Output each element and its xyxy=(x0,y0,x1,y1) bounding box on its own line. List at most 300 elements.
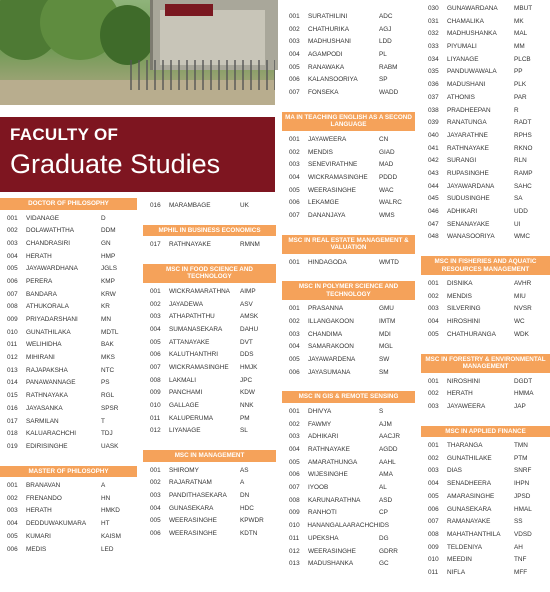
row-number: 004 xyxy=(150,504,161,512)
student-initials: DDM xyxy=(101,227,116,235)
roster-row xyxy=(282,87,415,100)
student-surname: AMARASINGHE xyxy=(447,492,495,500)
student-surname: SAMARAKOON xyxy=(308,343,354,351)
roster-row xyxy=(143,200,276,213)
student-surname: HERATH xyxy=(447,390,473,398)
row-number: 005 xyxy=(7,532,18,540)
roster-row xyxy=(282,62,415,75)
roster-row xyxy=(421,440,550,453)
student-initials: AMSK xyxy=(240,313,259,321)
student-surname: WELIHIDHA xyxy=(26,341,62,349)
roster-row xyxy=(282,134,415,147)
student-surname: GUNATHILAKE xyxy=(447,454,492,462)
roster-row xyxy=(282,210,415,223)
student-initials: NNK xyxy=(240,402,254,410)
row-number: 001 xyxy=(428,280,439,288)
student-initials: WC xyxy=(514,318,525,326)
roster-list xyxy=(282,257,415,270)
student-surname: JAYASANKA xyxy=(26,404,63,412)
student-surname: FAWMY xyxy=(308,420,332,428)
section-heading: MSC IN GIS & REMOTE SENSING xyxy=(282,391,415,403)
row-number: 001 xyxy=(150,466,161,474)
roster-row xyxy=(421,303,550,316)
student-initials: DG xyxy=(379,534,389,542)
student-initials: SP xyxy=(379,76,388,84)
row-number: 009 xyxy=(289,509,300,517)
student-surname: WEERASINGHE xyxy=(308,547,356,555)
student-initials: RAMP xyxy=(514,169,533,177)
student-surname: NIFLA xyxy=(447,568,466,576)
roster-row xyxy=(421,105,550,118)
student-initials: MFF xyxy=(514,568,528,576)
row-number: 006 xyxy=(289,76,300,84)
student-surname: PIYUMALI xyxy=(447,43,477,51)
student-surname: MAHATHANTHILA xyxy=(447,530,501,538)
section-heading: MSC IN POLYMER SCIENCE AND TECHNOLOGY xyxy=(282,281,415,300)
student-surname: SARMILAN xyxy=(26,417,59,425)
student-initials: HMKD xyxy=(101,507,120,515)
student-surname: HERATH xyxy=(26,252,52,260)
section-heading: MSC IN FISHERIES AND AQUATIC RESOURCES MANAGEMENT xyxy=(421,256,550,275)
roster-row xyxy=(0,314,137,327)
student-surname: GUNAWARDANA xyxy=(447,5,498,12)
roster-row xyxy=(143,465,276,478)
student-initials: AS xyxy=(240,466,249,474)
column-3 xyxy=(282,0,415,568)
student-initials: NVSR xyxy=(514,305,532,313)
roster-row xyxy=(0,505,137,518)
student-surname: GALLAGE xyxy=(169,402,199,410)
row-number: 016 xyxy=(150,202,161,209)
roster-row xyxy=(282,329,415,342)
student-surname: DEDDUWAKUMARA xyxy=(26,520,87,528)
row-number: 006 xyxy=(150,530,161,538)
student-surname: PRADHEEPAN xyxy=(447,106,491,114)
roster-row xyxy=(0,263,137,276)
row-number: 001 xyxy=(289,305,300,313)
student-surname: KUMARI xyxy=(26,532,51,540)
roster-row xyxy=(143,324,276,337)
student-initials: A xyxy=(101,482,106,490)
row-number: 004 xyxy=(289,173,300,181)
student-initials: AMA xyxy=(379,471,393,479)
student-surname: ILLANGAKOON xyxy=(308,318,354,325)
row-number: 012 xyxy=(7,354,18,362)
student-surname: JAYAWEERA xyxy=(308,135,347,143)
student-initials: AACJR xyxy=(379,433,400,441)
student-initials: DDS xyxy=(240,351,254,359)
student-surname: WICKRAMASINGHE xyxy=(308,173,368,181)
student-surname: KALUARACHCHI xyxy=(26,430,77,438)
student-surname: CHATHURANGA xyxy=(447,330,496,338)
roster-row xyxy=(421,117,550,130)
student-surname: MEDIS xyxy=(26,545,47,553)
roster-row xyxy=(0,238,137,251)
row-number: 031 xyxy=(428,17,439,25)
roster-row xyxy=(421,79,550,92)
student-initials: PTM xyxy=(514,454,528,462)
student-initials: PDDD xyxy=(379,173,398,181)
roster-row xyxy=(0,251,137,264)
row-number: 007 xyxy=(289,484,300,492)
roster-list xyxy=(143,200,276,213)
student-surname: SURATHILINI xyxy=(308,13,348,20)
roster-row xyxy=(143,503,276,516)
student-initials: UASK xyxy=(101,442,119,450)
row-number: 005 xyxy=(428,330,439,338)
student-surname: SENEVIRATHNE xyxy=(308,161,358,169)
student-initials: KDW xyxy=(240,389,255,397)
section-heading: MPHIL IN BUSINESS ECONOMICS xyxy=(143,225,276,237)
student-initials: GC xyxy=(379,560,389,568)
row-number: 048 xyxy=(428,233,439,241)
row-number: 017 xyxy=(7,417,18,425)
student-initials: AL xyxy=(379,484,387,492)
section-heading: MSC IN FOOD SCIENCE AND TECHNOLOGY xyxy=(143,264,276,283)
student-surname: IYOOB xyxy=(308,484,329,492)
student-surname: HERATH xyxy=(26,507,52,515)
student-surname: ADHIKARI xyxy=(447,208,478,215)
row-number: 009 xyxy=(428,543,439,551)
student-surname: THARANGA xyxy=(447,442,483,450)
row-number: 002 xyxy=(289,420,300,428)
roster-row xyxy=(282,533,415,546)
student-initials: UDD xyxy=(514,208,528,215)
row-number: 006 xyxy=(428,505,439,513)
roster-row xyxy=(421,376,550,389)
roster-row xyxy=(282,197,415,210)
student-surname: AMARATHUNGA xyxy=(308,458,358,466)
student-initials: UK xyxy=(240,202,249,209)
student-surname: LIYANAGE xyxy=(169,427,201,435)
roster-row xyxy=(282,147,415,160)
roster-row xyxy=(0,416,137,429)
roster-list xyxy=(421,440,550,580)
student-surname: MADHUSHANI xyxy=(308,38,351,46)
student-initials: R xyxy=(514,106,519,114)
row-number: 006 xyxy=(289,471,300,479)
row-number: 040 xyxy=(428,131,439,139)
row-number: 005 xyxy=(289,186,300,194)
student-surname: RANHOTI xyxy=(308,509,337,517)
student-initials: RADT xyxy=(514,119,532,127)
roster-row xyxy=(282,354,415,367)
student-surname: JAYAWARDANA xyxy=(447,182,495,190)
student-surname: GUNATHILAKA xyxy=(26,328,71,336)
student-surname: PANDITHASEKARA xyxy=(169,492,227,499)
row-number: 045 xyxy=(428,195,439,203)
student-surname: BRANAVAN xyxy=(26,482,61,490)
student-initials: CN xyxy=(379,135,389,143)
row-number: 001 xyxy=(289,407,300,415)
student-initials: KMP xyxy=(101,277,115,285)
roster-list xyxy=(0,480,137,556)
row-number: 017 xyxy=(150,241,161,249)
roster-row xyxy=(421,542,550,555)
row-number: 005 xyxy=(150,338,161,346)
student-initials: HMAL xyxy=(514,505,532,513)
row-number: 039 xyxy=(428,119,439,127)
student-surname: NIROSHINI xyxy=(447,377,481,385)
roster-row xyxy=(421,54,550,67)
row-number: 003 xyxy=(289,161,300,169)
row-number: 008 xyxy=(289,496,300,504)
roster-row xyxy=(143,286,276,299)
student-initials: PL xyxy=(379,51,387,59)
student-initials: SA xyxy=(514,195,523,203)
student-initials: DAHU xyxy=(240,325,259,333)
roster-row xyxy=(0,531,137,544)
student-surname: DANANJAYA xyxy=(308,211,346,219)
student-surname: ATHONIS xyxy=(447,93,475,101)
roster-row xyxy=(421,206,550,219)
student-surname: MADUSHANI xyxy=(447,81,486,89)
student-initials: PS xyxy=(101,379,110,387)
row-number: 002 xyxy=(7,494,18,502)
row-number: 004 xyxy=(428,318,439,326)
student-initials: GDRR xyxy=(379,547,398,555)
student-surname: CHATHURIKA xyxy=(308,25,350,33)
roster-row xyxy=(143,515,276,528)
student-initials: MKS xyxy=(101,354,115,362)
row-number: 007 xyxy=(150,364,161,371)
roster-row xyxy=(0,428,137,441)
student-initials: SAHC xyxy=(514,182,532,190)
student-surname: KARUNARATHNA xyxy=(308,496,361,504)
student-surname: SUDUSINGHE xyxy=(447,195,490,203)
student-initials: DN xyxy=(240,492,250,499)
section-heading: MSC IN FORESTRY & ENVIRONMENTAL MANAGEMENT xyxy=(421,354,550,373)
student-initials: HDC xyxy=(240,504,254,512)
student-surname: RUPASINGHE xyxy=(447,169,489,177)
roster-row xyxy=(0,480,137,493)
roster-row xyxy=(282,507,415,520)
roster-row xyxy=(421,478,550,491)
student-surname: CHAMALIKA xyxy=(447,17,484,25)
row-number: 010 xyxy=(428,556,439,564)
roster-row xyxy=(282,558,415,571)
roster-row xyxy=(282,419,415,432)
row-number: 002 xyxy=(289,148,300,156)
student-initials: MBUT xyxy=(514,5,533,12)
student-initials: LDD xyxy=(379,38,392,46)
student-initials: IHPN xyxy=(514,480,530,488)
student-initials: SL xyxy=(240,427,248,435)
student-initials: ADC xyxy=(379,13,393,20)
roster-row xyxy=(0,352,137,365)
roster-row xyxy=(282,495,415,508)
student-initials: MM xyxy=(514,43,525,51)
student-initials: TDJ xyxy=(101,430,113,438)
roster-row xyxy=(0,441,137,454)
row-number: 018 xyxy=(7,430,18,438)
student-surname: KALANSOORIYA xyxy=(308,76,358,84)
student-surname: LEKAMGE xyxy=(308,199,339,207)
roster-row xyxy=(0,213,137,226)
row-number: 004 xyxy=(289,343,300,351)
roster-row xyxy=(143,477,276,490)
roster-row xyxy=(0,390,137,403)
row-number: 003 xyxy=(150,492,161,499)
roster-row xyxy=(0,225,137,238)
roster-row xyxy=(143,362,276,375)
faculty-title-line2: Graduate Studies xyxy=(10,149,221,179)
student-surname: WICKRAMARATHNA xyxy=(169,287,230,295)
student-surname: WEERASINGHE xyxy=(308,186,356,194)
row-number: 033 xyxy=(428,43,439,51)
student-initials: AVHR xyxy=(514,280,532,288)
roster-row xyxy=(143,375,276,388)
student-initials: IMTM xyxy=(379,318,396,325)
student-initials: WALRC xyxy=(379,199,402,207)
row-number: 004 xyxy=(150,325,161,333)
student-initials: KRW xyxy=(101,290,116,298)
roster-row xyxy=(282,444,415,457)
roster-row xyxy=(282,431,415,444)
student-surname: TELDENIYA xyxy=(447,543,483,551)
student-surname: DHIVYA xyxy=(308,407,332,415)
row-number: 004 xyxy=(7,520,18,528)
row-number: 011 xyxy=(428,568,439,576)
row-number: 043 xyxy=(428,169,439,177)
student-surname: ATHAPATHTHU xyxy=(169,313,215,321)
row-number: 005 xyxy=(150,517,161,525)
row-number: 007 xyxy=(7,290,18,298)
roster-list xyxy=(143,239,276,252)
row-number: 003 xyxy=(289,38,300,46)
row-number: 008 xyxy=(150,376,161,384)
student-initials: JGLS xyxy=(101,265,117,273)
student-initials: SS xyxy=(514,518,523,526)
student-initials: AGDD xyxy=(379,446,398,453)
roster-row xyxy=(282,520,415,533)
roster-list xyxy=(421,278,550,341)
student-initials: VDSD xyxy=(514,530,532,538)
roster-row xyxy=(282,303,415,316)
roster-row xyxy=(282,367,415,380)
section-heading: MASTER OF PHILOSOPHY xyxy=(0,466,137,478)
student-surname: MENDIS xyxy=(447,292,472,300)
roster-row xyxy=(0,301,137,314)
student-surname: RANATUNGA xyxy=(447,119,487,127)
roster-row xyxy=(282,172,415,185)
row-number: 003 xyxy=(150,313,161,321)
student-initials: SNRF xyxy=(514,467,532,475)
roster-row xyxy=(0,276,137,289)
student-initials: AAHL xyxy=(379,458,396,466)
student-initials: UI xyxy=(514,220,521,228)
row-number: 006 xyxy=(7,277,18,285)
roster-row xyxy=(421,529,550,542)
student-surname: GUNASEKARA xyxy=(447,505,492,513)
row-number: 006 xyxy=(289,199,300,207)
student-surname: PANAWANNAGE xyxy=(26,379,76,387)
row-number: 016 xyxy=(7,404,18,412)
row-number: 044 xyxy=(428,182,439,190)
student-surname: CHANDRASIRI xyxy=(26,239,71,247)
student-initials: WAC xyxy=(379,186,394,194)
row-number: 001 xyxy=(428,442,439,450)
roster-row xyxy=(282,457,415,470)
roster-row xyxy=(143,425,276,438)
row-number: 004 xyxy=(7,252,18,260)
roster-row xyxy=(282,159,415,172)
student-surname: MADUSHANKA xyxy=(308,560,354,568)
student-initials: MAD xyxy=(379,161,394,169)
roster-row xyxy=(282,469,415,482)
roster-row xyxy=(143,490,276,503)
student-surname: AGAMPODI xyxy=(308,51,343,59)
roster-row xyxy=(143,239,276,252)
row-number: 034 xyxy=(428,55,439,63)
roster-row xyxy=(143,528,276,541)
student-surname: WEERASINGHE xyxy=(169,530,217,538)
row-number: 047 xyxy=(428,220,439,228)
student-initials: SPSR xyxy=(101,404,119,412)
roster-row xyxy=(421,3,550,16)
student-surname: CHANDIMA xyxy=(308,330,343,338)
student-surname: PANCHAMI xyxy=(169,389,203,397)
roster-list xyxy=(282,303,415,379)
student-initials: HT xyxy=(101,520,110,528)
row-number: 003 xyxy=(289,330,300,338)
row-number: 012 xyxy=(150,427,161,435)
student-initials: SM xyxy=(379,368,389,376)
student-initials: MAL xyxy=(514,30,528,38)
roster-row xyxy=(0,493,137,506)
roster-row xyxy=(421,554,550,567)
row-number: 009 xyxy=(7,316,18,323)
row-number: 002 xyxy=(289,25,300,33)
student-surname: HANANGALAARACHCHI xyxy=(307,522,381,530)
student-initials: WDK xyxy=(514,330,529,338)
student-initials: MIU xyxy=(514,292,526,300)
student-surname: JAYADEWA xyxy=(169,300,203,308)
student-initials: AGJ xyxy=(379,25,392,33)
student-surname: RAJAPAKSHA xyxy=(26,366,68,374)
column-4 xyxy=(421,0,550,576)
student-initials: AJM xyxy=(379,420,392,428)
row-number: 008 xyxy=(7,303,18,311)
student-initials: RPHS xyxy=(514,131,532,139)
section-heading: MSC IN REAL ESTATE MANAGEMENT & VALUATION xyxy=(282,235,415,254)
student-surname: RANAWAKA xyxy=(308,63,345,71)
student-surname: HINDAGODA xyxy=(308,258,347,266)
student-surname: MARAMBAGE xyxy=(169,202,211,209)
student-surname: WEERASINGHE xyxy=(169,517,217,525)
roster-row xyxy=(421,504,550,517)
student-initials: HMJK xyxy=(240,364,258,371)
student-surname: MENDIS xyxy=(308,148,333,156)
roster-row xyxy=(143,387,276,400)
row-number: 036 xyxy=(428,81,439,89)
roster-row xyxy=(282,341,415,354)
row-number: 002 xyxy=(428,292,439,300)
student-initials: NTC xyxy=(101,366,115,374)
section-heading: DOCTOR OF PHILOSOPHY xyxy=(0,198,137,210)
roster-list xyxy=(282,406,415,571)
roster-list xyxy=(0,213,137,454)
student-initials: S xyxy=(379,407,384,415)
roster-row xyxy=(421,491,550,504)
student-surname: JAYAWARDHANA xyxy=(26,265,78,273)
student-initials: MDI xyxy=(379,330,391,338)
student-initials: DS xyxy=(380,522,390,530)
student-surname: LAKMALI xyxy=(169,376,196,384)
row-number: 003 xyxy=(428,402,439,410)
student-surname: DOLAWATHTHA xyxy=(26,227,75,235)
student-initials: GN xyxy=(101,239,111,247)
